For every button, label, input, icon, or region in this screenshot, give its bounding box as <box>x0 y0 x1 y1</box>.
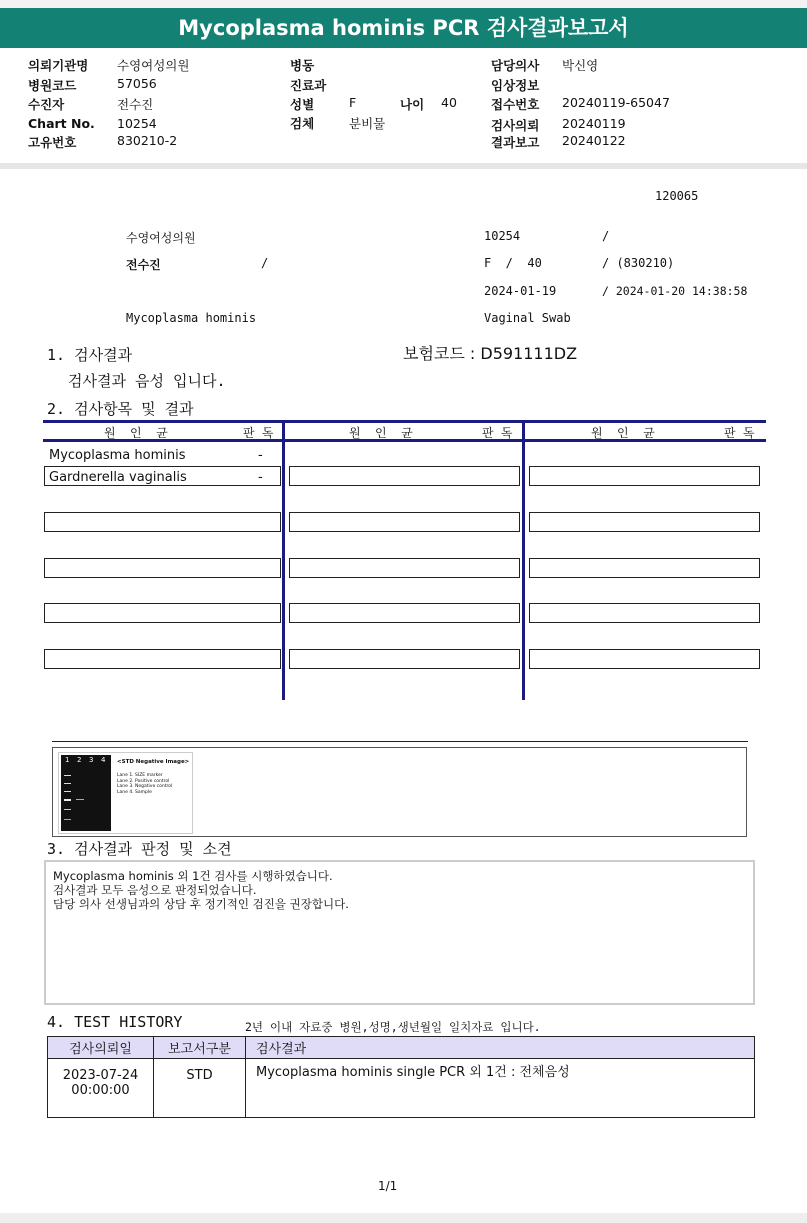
gel-band <box>64 783 71 784</box>
section2-heading: 2. 검사항목 및 결과 <box>47 400 194 418</box>
header-label: 검사의뢰 <box>491 118 540 133</box>
gel-band <box>64 809 71 810</box>
lane-number: 4 <box>101 756 106 764</box>
header-label: 의뢰기관명 <box>28 58 89 73</box>
header-value: 박신영 <box>562 58 599 73</box>
lane-number: 1 <box>65 756 70 764</box>
header-label: 담당의사 <box>491 58 540 73</box>
slash: / <box>261 256 269 270</box>
section1-heading: 1. 검사결과 <box>47 346 133 364</box>
insurance-code: 보험코드 : D591111DZ <box>403 344 578 363</box>
col-header-judge: 판 독 <box>482 426 513 440</box>
age-value: 40 <box>441 95 457 110</box>
history-note: 2년 이내 자료중 병원,성명,생년월일 일치자료 입니다. <box>245 1020 541 1034</box>
result-cell <box>289 649 520 669</box>
column-divider <box>282 420 285 700</box>
header-value: 20240122 <box>562 133 626 148</box>
header-divider <box>0 163 807 169</box>
header-label: 진료과 <box>290 78 327 93</box>
pathogen-name: Mycoplasma hominis <box>49 448 186 463</box>
top-strip <box>0 0 807 8</box>
test-name: Mycoplasma hominis <box>126 311 257 325</box>
result-cell <box>529 466 760 486</box>
column-divider <box>522 420 525 700</box>
result-cell <box>529 512 760 532</box>
header-label: 임상정보 <box>491 78 540 93</box>
header-value: 20240119 <box>562 116 626 131</box>
result-cell <box>289 603 520 623</box>
header-label: Chart No. <box>28 116 95 131</box>
reported-datetime: / 2024-01-20 14:38:58 <box>602 284 748 298</box>
gel-band <box>64 791 71 792</box>
result-cell <box>44 558 281 578</box>
pathogen-result: - <box>258 448 263 463</box>
gel-photo <box>61 755 111 831</box>
header-label: 병동 <box>290 58 315 73</box>
header-value: 수영여성의원 <box>117 58 190 73</box>
gel-caption-line: Lane 4. Sample <box>117 789 152 795</box>
gel-caption-line: Lane 1. SIZE marker <box>117 773 163 778</box>
patient-name: 전수진 <box>126 258 161 272</box>
header-label: 성별 <box>290 97 315 112</box>
col-header-pathogen: 원 인 균 <box>349 426 413 440</box>
gel-top-rule <box>52 741 748 742</box>
history-col-type: 보고서구분 <box>154 1037 246 1059</box>
col-header-judge: 판 독 <box>243 426 274 440</box>
header-value: 830210-2 <box>117 133 178 148</box>
table-row <box>48 1059 755 1118</box>
section4-heading: 4. TEST HISTORY <box>47 1013 183 1031</box>
lane-number: 3 <box>89 756 94 764</box>
history-type: STD <box>154 1059 246 1118</box>
col-header-pathogen: 원 인 균 <box>591 426 655 440</box>
header-value: 10254 <box>117 116 157 131</box>
hospital-name: 수영여성의원 <box>126 231 196 245</box>
col-header-judge: 판 독 <box>724 426 755 440</box>
patient-id: / (830210) <box>602 256 675 270</box>
pathogen-name: Gardnerella vaginalis <box>49 470 187 485</box>
slash: / <box>602 229 610 243</box>
bottom-strip <box>0 1213 807 1223</box>
gel-caption-line: Lane 3. Negative control <box>117 784 173 789</box>
section3-heading: 3. 검사결과 판정 및 소견 <box>47 840 232 858</box>
result-cell <box>529 603 760 623</box>
result-summary: 검사결과 음성 입니다. <box>68 372 226 390</box>
report-code: 120065 <box>655 189 699 203</box>
header-value: 20240119-65047 <box>562 95 670 110</box>
result-cell <box>289 466 520 486</box>
result-cell <box>44 649 281 669</box>
lane-number: 2 <box>77 756 82 764</box>
gel-band <box>64 799 71 801</box>
result-cell <box>44 603 281 623</box>
gel-image-frame <box>52 747 747 837</box>
result-cell <box>289 512 520 532</box>
chart-number: 10254 <box>484 229 521 243</box>
age-label: 나이 <box>400 97 425 112</box>
header-label: 접수번호 <box>491 97 540 112</box>
header-value: 분비물 <box>349 116 386 131</box>
result-cell <box>44 512 281 532</box>
history-table-grid <box>47 1036 755 1118</box>
header-label: 결과보고 <box>491 135 540 150</box>
history-date-cell <box>48 1059 154 1118</box>
table-top-rule <box>43 420 766 423</box>
header-label: 고유번호 <box>28 135 77 150</box>
history-col-date: 검사의뢰일 <box>48 1037 154 1059</box>
history-header-row <box>48 1037 755 1059</box>
gel-caption <box>117 773 172 795</box>
report-title: Mycoplasma hominis PCR 검사결과보고서 <box>0 8 807 48</box>
result-cell <box>529 558 760 578</box>
header-value: 전수진 <box>117 97 154 112</box>
gel-caption-title: <STD Negative Image> <box>117 759 190 765</box>
history-time: 00:00:00 <box>71 1083 130 1098</box>
received-date: 2024-01-19 <box>484 284 557 298</box>
opinion-line: 담당 의사 선생님과의 상담 후 정기적인 검진을 권장합니다. <box>53 897 349 911</box>
gel-band <box>76 799 84 800</box>
col-header-pathogen: 원 인 균 <box>104 426 168 440</box>
gel-caption-line: Lane 2. Positive control <box>117 778 170 784</box>
gel-image <box>58 752 193 834</box>
opinion-box <box>44 860 755 1005</box>
header-value: F <box>349 95 357 110</box>
result-cell <box>289 558 520 578</box>
header-label: 병원코드 <box>28 78 77 93</box>
result-cell <box>529 649 760 669</box>
opinion-line: 검사결과 모두 음성으로 판정되었습니다. <box>53 883 257 897</box>
opinion-line: Mycoplasma hominis 외 1건 검사를 시행하였습니다. <box>53 869 333 883</box>
header-label: 수진자 <box>28 97 65 112</box>
header-label: 검체 <box>290 116 315 131</box>
gel-band <box>64 819 71 820</box>
gel-band <box>64 775 71 776</box>
page-number: 1/1 <box>378 1179 398 1193</box>
history-date: 2023-07-24 <box>62 1068 139 1083</box>
pathogen-result: - <box>258 470 263 485</box>
opinion-text <box>53 869 349 911</box>
header-value: 57056 <box>117 76 157 91</box>
history-col-result: 검사결과 <box>246 1037 755 1059</box>
specimen: Vaginal Swab <box>484 311 571 325</box>
history-result: Mycoplasma hominis single PCR 외 1건 : 전체음성 <box>246 1059 755 1118</box>
sex-age: F / 40 <box>484 256 542 270</box>
history-table <box>47 1036 755 1118</box>
